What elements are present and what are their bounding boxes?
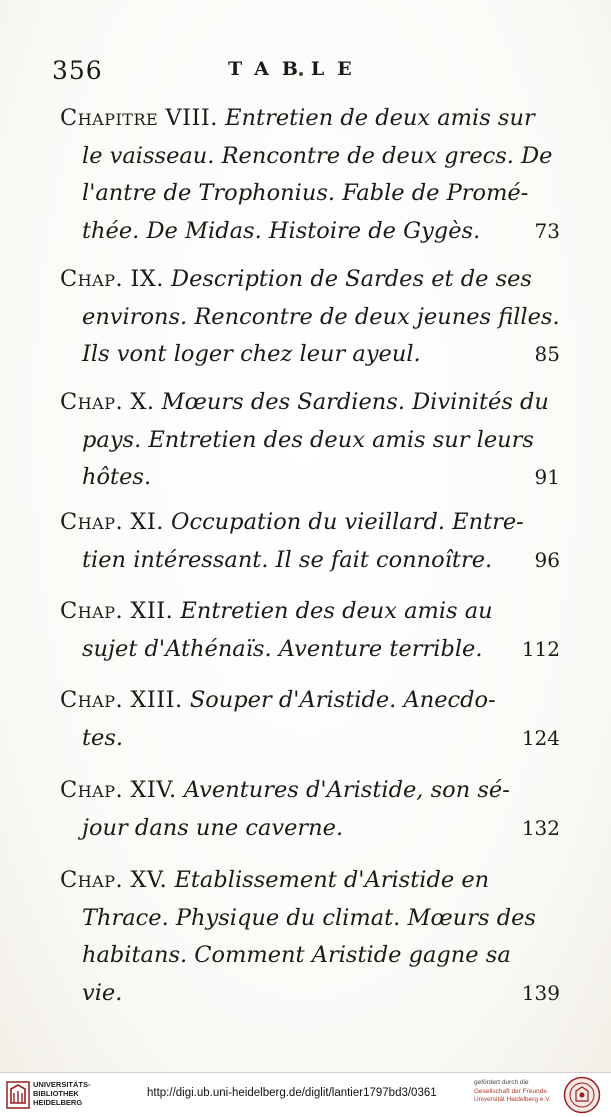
toc-line	[60, 336, 560, 374]
chapter-page-number: 85	[534, 342, 560, 366]
chapter-page-number: 139	[521, 980, 560, 1005]
page-header	[0, 52, 611, 88]
page-number: 356	[52, 56, 103, 85]
toc-line	[60, 682, 560, 720]
chapter-numeral: XII.	[130, 598, 174, 624]
chapter-summary-text: hôtes.	[82, 464, 152, 490]
chapter-numeral: XI.	[130, 509, 164, 535]
chapter-numeral: IX.	[130, 266, 164, 292]
chapter-summary-text: Aventures d'Aristide, son sé-	[183, 777, 510, 803]
toc-entry	[60, 772, 560, 847]
toc-line	[60, 900, 560, 938]
toc-line	[60, 542, 560, 580]
chapter-numeral: VIII.	[165, 105, 218, 131]
chapter-summary-text: pays. Entretien des deux amis sur leurs	[82, 426, 534, 453]
chapter-summary-text: sujet d'Athénaïs. Aventure terrible.	[82, 635, 483, 662]
chapter-label: Chap.	[60, 867, 124, 893]
chapter-numeral: XV.	[130, 867, 168, 893]
chapter-summary-text: Description de Sardes et de ses	[171, 266, 532, 292]
chapter-summary-text: le vaisseau. Rencontre de deux grecs. De	[82, 142, 553, 169]
chapter-summary-text: tes.	[82, 724, 124, 751]
chapter-label: Chapitre	[60, 105, 159, 131]
chapter-summary-text: thée. De Midas. Histoire de Gygès.	[82, 217, 481, 244]
toc-line	[60, 631, 560, 669]
toc-line	[60, 213, 560, 251]
chapter-page-number: 112	[521, 636, 560, 661]
chapter-summary-text: Occupation du vieillard. Entre-	[171, 509, 524, 535]
chapter-page-number: 91	[534, 465, 560, 489]
chapter-label: Chap.	[60, 777, 124, 803]
toc-entry	[60, 862, 560, 1012]
chapter-summary-text: environs. Rencontre de deux jeunes filles.	[82, 303, 560, 330]
toc-line	[60, 299, 560, 337]
chapter-summary-text: Souper d'Aristide. Anecdo-	[189, 687, 496, 713]
chapter-summary-text: l'antre de Trophonius. Fable de Promé-	[82, 180, 529, 206]
permalink-url[interactable]: http://digi.ub.uni-heidelberg.de/diglit/lantier1797bd3/0361	[147, 1087, 437, 1099]
chapter-summary-text: Entretien de deux amis sur	[225, 105, 535, 131]
chapter-label: Chap.	[60, 389, 124, 415]
toc-line	[60, 593, 560, 631]
chapter-summary-text: Ils vont loger chez leur ayeul.	[82, 341, 421, 367]
toc-entry	[60, 261, 560, 374]
chapter-summary-text: Mœurs des Sardiens. Divinités du	[161, 389, 549, 415]
toc-line	[60, 384, 560, 422]
toc-entry	[60, 682, 560, 757]
university-library-logo-icon[interactable]	[6, 1081, 30, 1109]
toc-line	[60, 720, 560, 758]
chapter-page-number: 132	[521, 815, 560, 840]
toc-line	[60, 459, 560, 497]
chapter-page-number: 124	[521, 725, 560, 750]
chapter-page-number: 73	[534, 218, 560, 243]
toc-line	[60, 100, 560, 138]
chapter-label: Chap.	[60, 598, 124, 624]
chapter-numeral: X.	[130, 389, 155, 415]
chapter-label: Chap.	[60, 266, 124, 292]
toc-line	[60, 138, 560, 176]
toc-entry	[60, 504, 560, 579]
toc-line	[60, 422, 560, 460]
running-head: TABLE	[228, 58, 365, 80]
chapter-summary-text: vie.	[82, 979, 123, 1006]
sponsor-credit[interactable]: gefördert durch die Gesellschaft der Freunde Universität Heidelberg e.V.	[474, 1079, 551, 1103]
chapter-summary-text: Etablissement d'Aristide en	[174, 867, 490, 893]
toc-entry	[60, 593, 560, 668]
toc-line	[60, 175, 560, 213]
chapter-summary-text: habitans. Comment Aristide gagne sa	[82, 942, 511, 968]
toc-line	[60, 975, 560, 1013]
chapter-summary-text: jour dans une caverne.	[82, 814, 344, 841]
chapter-numeral: XIV.	[130, 777, 177, 803]
toc-entry	[60, 100, 560, 250]
university-seal-icon[interactable]	[563, 1076, 601, 1114]
library-name[interactable]: UNIVERSITÄTS- BIBLIOTHEK HEIDELBERG	[33, 1080, 91, 1107]
toc-line	[60, 261, 560, 299]
viewer-footer	[0, 1072, 611, 1117]
chapter-summary-text: Entretien des deux amis au	[180, 598, 493, 624]
chapter-summary-text: tien intéressant. Il se fait connoître.	[82, 546, 493, 573]
chapter-summary-text: Thrace. Physique du climat. Mœurs des	[82, 904, 536, 931]
toc-line	[60, 810, 560, 848]
chapter-numeral: XIII.	[130, 687, 183, 713]
chapter-page-number: 96	[534, 547, 560, 572]
chapter-label: Chap.	[60, 509, 124, 535]
toc-line	[60, 862, 560, 900]
toc-entry	[60, 384, 560, 497]
toc-line	[60, 772, 560, 810]
chapter-label: Chap.	[60, 687, 124, 713]
toc-line	[60, 504, 560, 542]
toc-line	[60, 937, 560, 975]
